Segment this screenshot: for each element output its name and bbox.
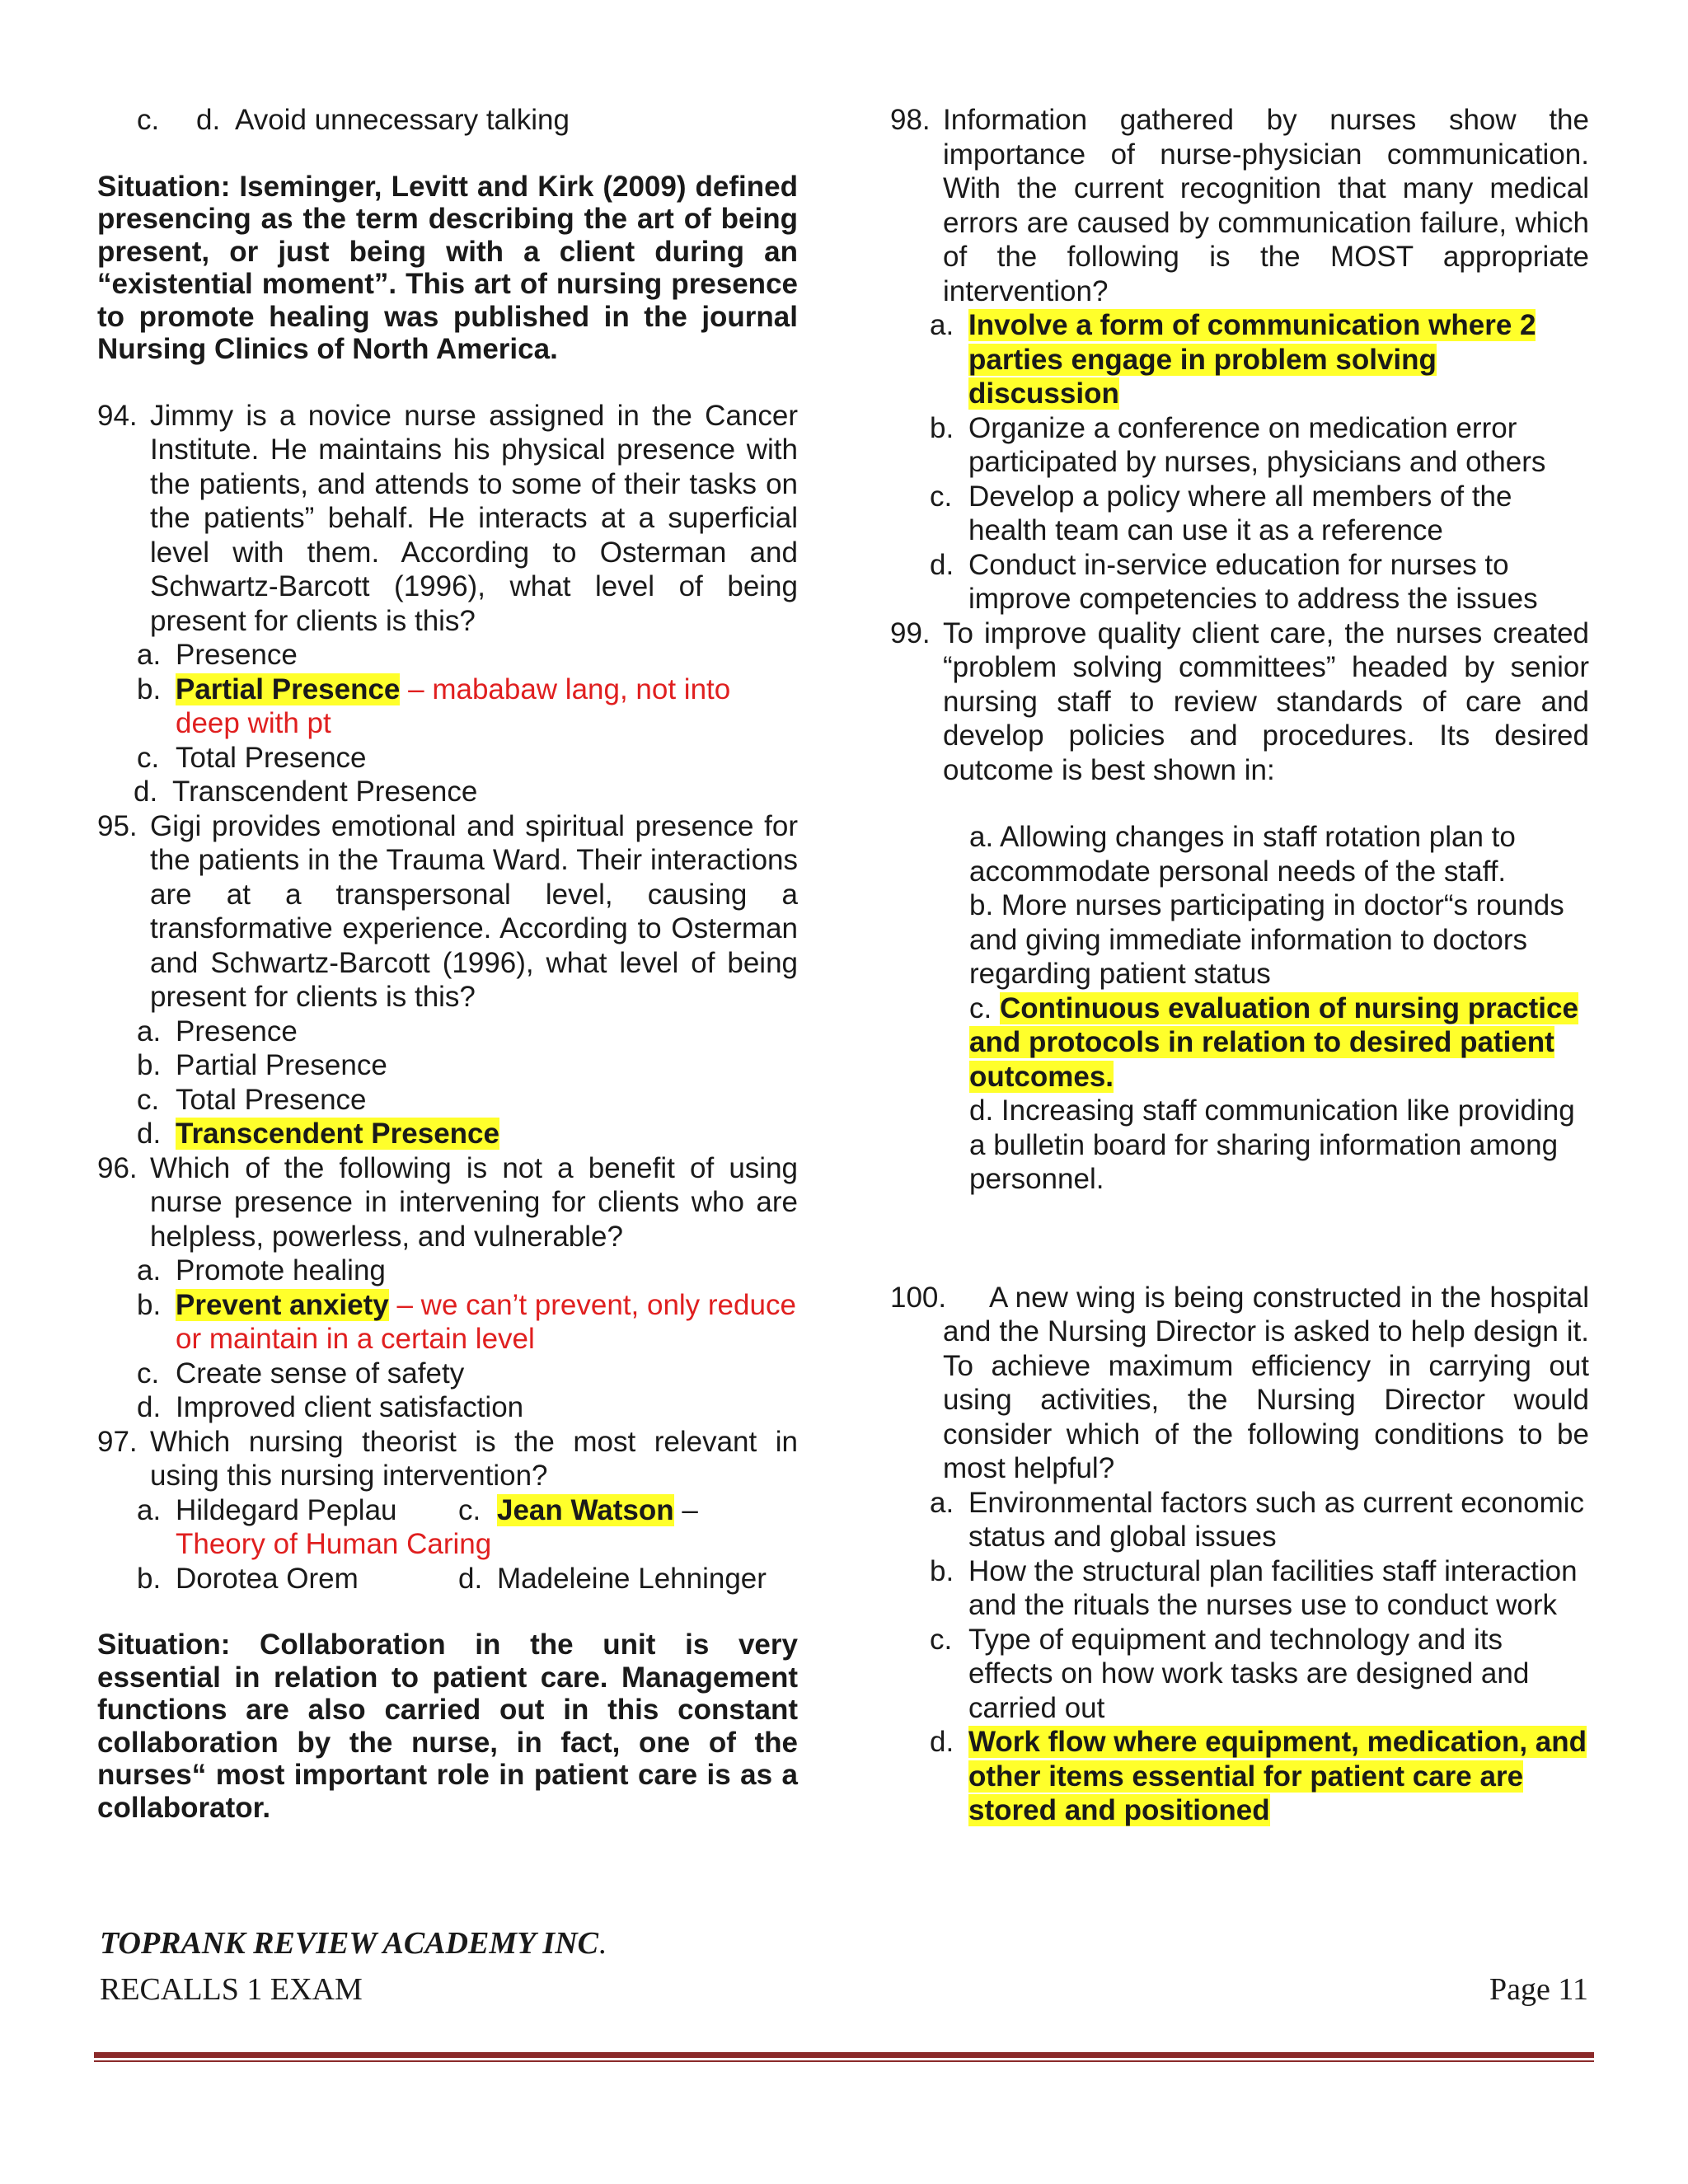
option-98-a-answer: a. Involve a form of communication where 2 parties engage in problem solving discussion (930, 309, 1536, 410)
left-column (97, 103, 798, 1824)
option-94-c: c. Total Presence (137, 741, 367, 774)
option-100-a: a. Environmental factors such as current economic status and global issues (930, 1486, 1584, 1553)
option-95-c: c. Total Presence (137, 1083, 367, 1116)
option-97-c-answer: c. Jean Watson – (458, 1493, 698, 1526)
option-96-a: a. Promote healing (137, 1254, 386, 1286)
answer-note: – mababaw lang, not into deep with pt (176, 673, 731, 739)
question-96: 96. Which of the following is not a benefit of using nurse presence in intervening for clients who are helpless, powerless, and vulnerable? (97, 1151, 798, 1253)
option-99-a: a. Allowing changes in staff rotation plan to accommodate personal needs of the staff. (969, 821, 1516, 888)
option-94-a: a. Presence (137, 639, 298, 671)
footer-page-number: Page 11 (1489, 1972, 1588, 2007)
answer-highlight: Work flow where equipment, medication, and other items essential for patient care are stored and positioned (968, 1726, 1587, 1826)
answer-highlight: Continuous evaluation of nursing practice and protocols in relation to desired patient outcomes. (969, 991, 1578, 1093)
continued-option: c. d. Avoid unnecessary talking (137, 104, 570, 136)
question-100-text: A new wing is being constructed in the hospital and the Nursing Director is asked to help design it. To achieve maximum efficiency in carrying out using activities, the Nursing Director would consider which of the following conditions to be most helpful? (943, 1281, 1589, 1484)
situation-presencing: Situation: Iseminger, Levitt and Kirk (2009) defined presencing as the term describing the art of being present, or just being with a client during an “existential moment”. This art of nursing presence to promote healing was published in the journal Nursing Clinics of North America. (97, 170, 798, 365)
right-column (890, 103, 1589, 1828)
question-97: 97. Which nursing theorist is the most relevant in using this nursing intervention? (97, 1425, 798, 1492)
answer-highlight: Involve a form of communication where 2 parties engage in problem solving discussion (968, 309, 1536, 410)
option-98-c: c. Develop a policy where all members of the health team can use it as a reference (930, 480, 1512, 546)
footer-rule-thin (94, 2060, 1594, 2062)
option-98-b: b. Organize a conference on medication error participated by nurses, physicians and others (930, 411, 1546, 478)
option-95-d-answer: d. Transcendent Presence (137, 1118, 499, 1150)
option-94-b-answer: b. Partial Presence – mababaw lang, not into deep with pt (137, 673, 731, 739)
option-100-d-answer: d. Work flow where equipment, medication, and other items essential for patient care are stored and positioned (930, 1726, 1587, 1826)
option-98-d: d. Conduct in-service education for nurses to improve competencies to address the issues (930, 548, 1538, 615)
situation-collaboration: Situation: Collaboration in the unit is very essential in relation to patient care. Management functions are also carried out in this constant collaboration by the nurse, in fact, one of the nurses“ most important role in patient care is as a collaborator. (97, 1629, 798, 1824)
option-99-d: d. Increasing staff communication like providing a bulletin board for sharing information among personnel. (969, 1094, 1575, 1195)
option-100-b: b. How the structural plan facilities staff interaction and the rituals the nurses use to conduct work (930, 1554, 1578, 1621)
answer-highlight: Transcendent Presence (176, 1118, 499, 1150)
answer-highlight: Prevent anxiety (176, 1288, 389, 1321)
answer-note: – we can’t prevent, only reduce or maintain in a certain level (176, 1288, 796, 1355)
option-94-d: d. Transcendent Presence (134, 776, 478, 808)
option-99-c-answer: c. Continuous evaluation of nursing practice and protocols in relation to desired patient outcomes. (969, 991, 1578, 1093)
option-95-b: b. Partial Presence (137, 1049, 387, 1081)
options-97-row1 (137, 1493, 798, 1528)
question-94: 94. Jimmy is a novice nurse assigned in the Cancer Institute. He maintains his physical presence with the patients, and attends to some of their tasks on the patients” behalf. He interacts at a superficial level with them. According to Osterman and Schwartz-Barcott (1996), what level of being present for clients is this? (97, 399, 798, 637)
answer-note-97: Theory of Human Caring (176, 1528, 492, 1560)
option-97-a: a. Hildegard Peplau (137, 1493, 397, 1526)
footer-rule (94, 2052, 1594, 2058)
option-95-a: a. Presence (137, 1015, 298, 1047)
option-100-c: c. Type of equipment and technology and its effects on how work tasks are designed and carried out (930, 1623, 1530, 1724)
question-98: 98. Information gathered by nurses show the importance of nurse-physician communication. With the current recognition that many medical errors are caused by communication failure, which of the following is the MOST appropriate intervention? (890, 104, 1589, 307)
option-96-d: d. Improved client satisfaction (137, 1391, 524, 1423)
option-97-d: d. Madeleine Lehninger (458, 1562, 767, 1595)
answer-highlight: Partial Presence (176, 673, 401, 705)
question-99: 99. To improve quality client care, the nurses created “problem solving committees” headed by senior nursing staff to review standards of care and develop policies and procedures. Its desired outcome is best shown in: (890, 616, 1589, 786)
question-100: 100. (890, 1281, 1589, 1315)
answer-highlight: Jean Watson (497, 1493, 674, 1526)
options-97-row2 (137, 1562, 798, 1596)
option-96-c: c. Create sense of safety (137, 1357, 465, 1390)
option-99-b: b. More nurses participating in doctor“s rounds and giving immediate information to doctors regarding patient status (969, 889, 1564, 990)
question-95: 95. Gigi provides emotional and spiritual presence for the patients in the Trauma Ward. Their interactions are at a transpersonal level, causing a transformative experience. According to Osterman and Schwartz-Barcott (1996), what level of being present for clients is this? (97, 809, 798, 1013)
option-97-b: b. Dorotea Orem (137, 1562, 359, 1595)
footer-brand: TOPRANK REVIEW ACADEMY INC. (100, 1926, 607, 1961)
footer-exam-title: RECALLS 1 EXAM (100, 1972, 363, 2007)
option-96-b-answer: b. Prevent anxiety – we can’t prevent, only reduce or maintain in a certain level (137, 1288, 796, 1355)
